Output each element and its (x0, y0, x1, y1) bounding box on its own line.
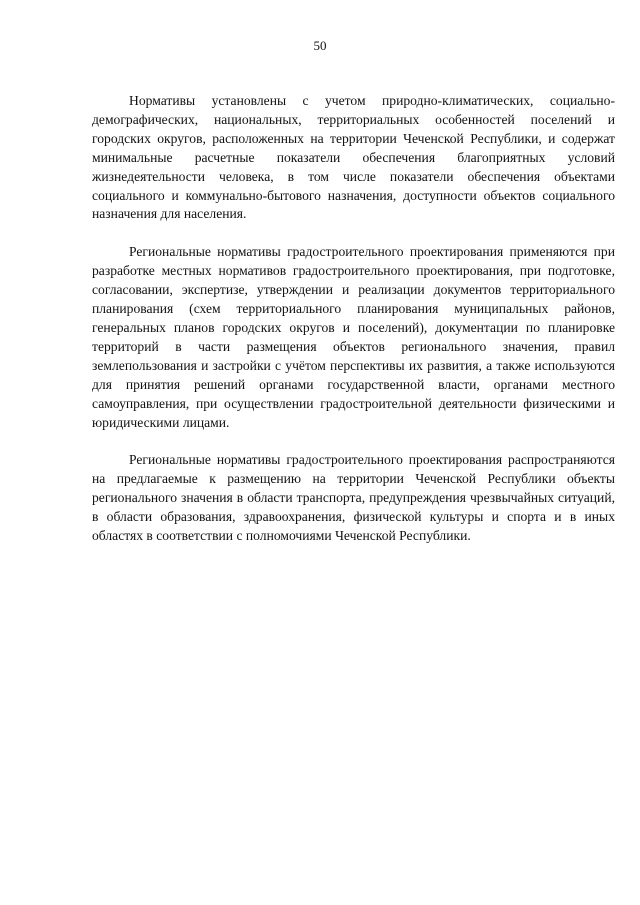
paragraph-norms-scope: Региональные нормативы градостроительного проектирования распространяются на предлагаемые к размещению на территории Чеченской Республики объекты регионального значения в области транспорта, предупреждения чрезвычайных ситуаций, в области образования, здравоохранения, физической культуры и спорта и в иных областях в соответствии с полномочиями Чеченской Республики. (92, 452, 615, 544)
page-number: 50 (313, 38, 327, 53)
paragraph-norms-basis: Нормативы установлены с учетом природно-климатических, социально-демографических, национальных, территориальных особенностей поселений и городских округов, расположенных на территории Чеченской Республики, и содержат минимальные расчетные показатели обеспечения благоприятных условий жизнедеятельности человека, в том числе показатели обеспечения объектами социального и коммунально-бытового назначения, доступности объектов социального назначения для населения. (92, 93, 615, 222)
document-body (92, 92, 615, 565)
paragraph-norms-application: Региональные нормативы градостроительного проектирования применяются при разработке местных нормативов градостроительного проектирования, при подготовке, согласовании, экспертизе, утверждении и реализации документов территориального планирования (схем территориального планирования муниципальных районов, генеральных планов городских округов и поселений), документации по планировке территорий в части размещения объектов регионального значения, правил землепользования и застройки с учётом перспективы их развития, а также используются для принятия решений органами государственной власти, органами местного самоуправления, при осуществлении градостроительной деятельности физическими и юридическими лицами. (92, 244, 615, 430)
